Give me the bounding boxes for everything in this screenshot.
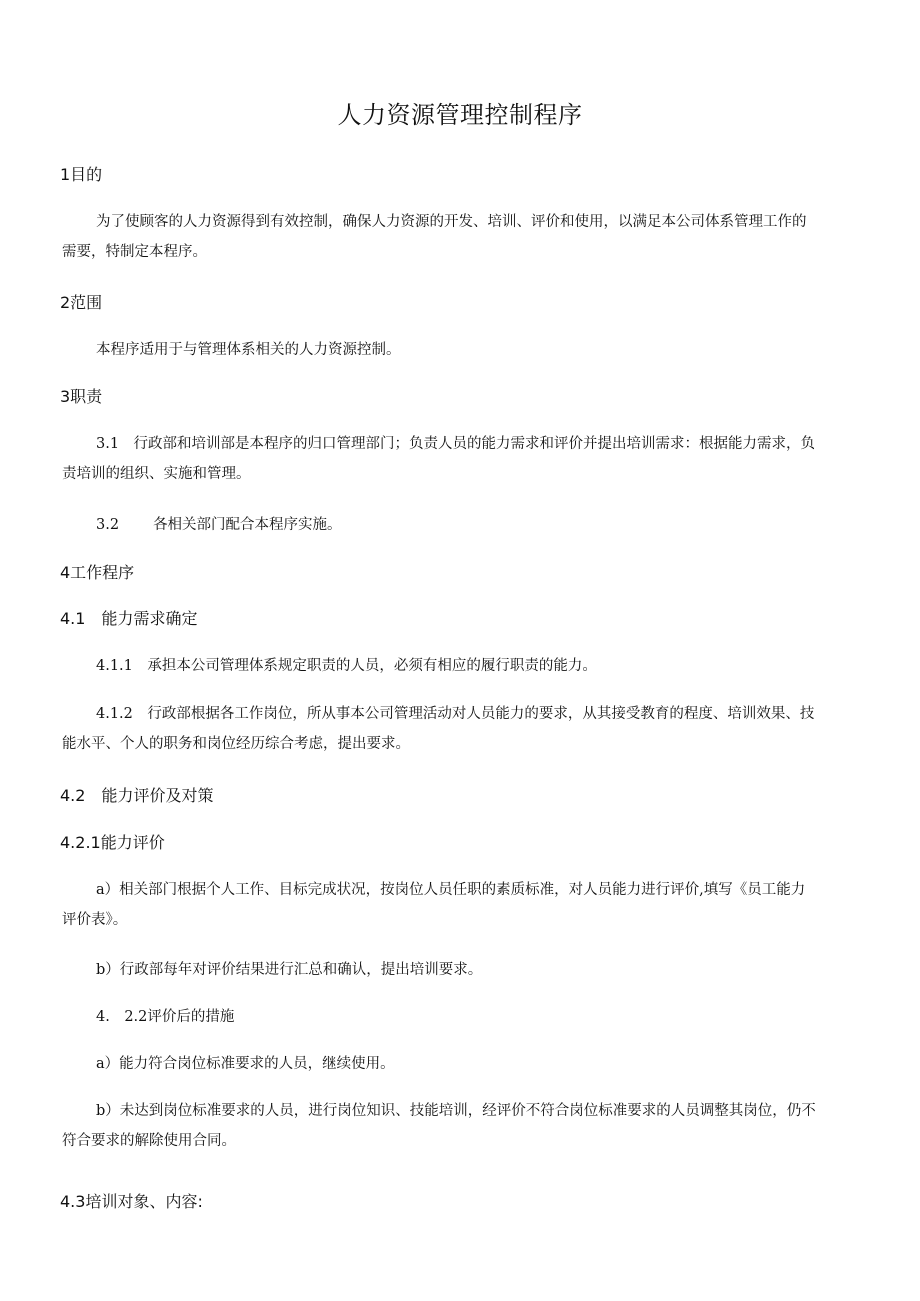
subsection-heading-4-1: 4.1 能力需求确定: [60, 609, 198, 628]
paragraph-3-1: 3.1 行政部和培训部是本程序的归口管理部门；负责人员的能力需求和评价并提出培训需求：根据能力需求，负责培训的组织、实施和管理。: [62, 436, 816, 482]
paragraph-4-1-2: 4.1.2 行政部根据各工作岗位，所从事本公司管理活动对人员能力的要求，从其接受教育的程度、培训效果、技能水平、个人的职务和岗位经历综合考虑，提出要求。: [62, 706, 815, 752]
document-title: 人力资源管理控制程序: [337, 101, 583, 129]
paragraph-purpose: 为了使顾客的人力资源得到有效控制，确保人力资源的开发、培训、评价和使用，以满足本公司体系管理工作的需要，特制定本程序。: [62, 214, 807, 260]
section-heading-scope: 2范围: [60, 293, 103, 312]
paragraph-4-1-1: 4.1.1 承担本公司管理体系规定职责的人员，必须有相应的履行职责的能力。: [96, 658, 597, 674]
paragraph-4-2-2-b: b）未达到岗位标准要求的人员，进行岗位知识、技能培训，经评价不符合岗位标准要求的人员调整其岗位，仍不符合要求的解除使用合同。: [62, 1103, 816, 1149]
paragraph-4-2-2-title: 4. 2.2评价后的措施: [96, 1009, 235, 1025]
paragraph-4-2-1-b: b）行政部每年对评价结果进行汇总和确认，提出培训要求。: [96, 962, 483, 978]
subsection-heading-4-2: 4.2 能力评价及对策: [60, 786, 214, 805]
paragraph-3-2-number: 3.2: [96, 517, 120, 533]
subsection-heading-4-2-1: 4.2.1能力评价: [60, 833, 165, 852]
section-heading-purpose: 1目的: [60, 165, 103, 184]
paragraph-4-2-2-a: a）能力符合岗位标准要求的人员，继续使用。: [96, 1056, 395, 1072]
section-heading-procedure: 4工作程序: [60, 563, 135, 582]
paragraph-3-2-text: 各相关部门配合本程序实施。: [153, 517, 342, 533]
subsection-heading-4-3: 4.3培训对象、内容:: [60, 1192, 203, 1211]
paragraph-scope: 本程序适用于与管理体系相关的人力资源控制。: [96, 342, 401, 358]
section-heading-responsibilities: 3职责: [60, 387, 103, 406]
paragraph-3-2: [62, 510, 818, 540]
paragraph-4-2-1-a: a）相关部门根据个人工作、目标完成状况，按岗位人员任职的素质标准，对人员能力进行评价,填写《员工能力评价表》。: [62, 882, 806, 928]
